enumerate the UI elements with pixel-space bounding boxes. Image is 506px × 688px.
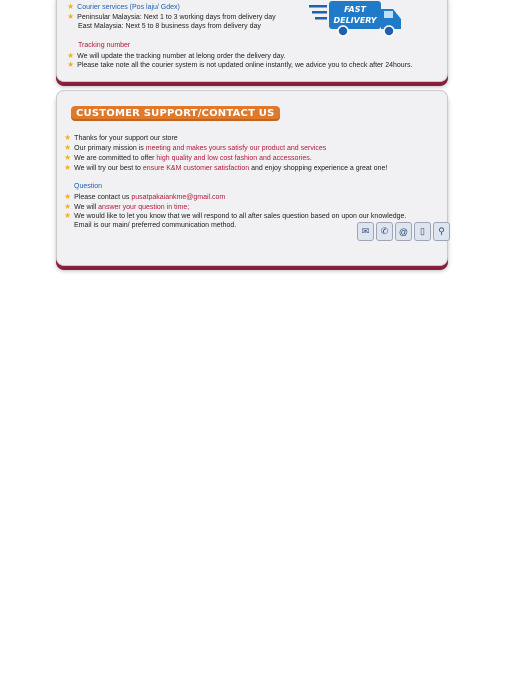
customer-support-card bbox=[56, 90, 448, 266]
at-sign-icon: @ bbox=[395, 222, 412, 241]
question-line-4: Email is our main/ preferred communication method. bbox=[74, 222, 237, 229]
fast-delivery-truck-icon bbox=[309, 0, 405, 39]
tracking-line-1: ★ We will update the tracking number at lelong order the delivery day. bbox=[67, 51, 286, 60]
star-icon: ★ bbox=[64, 192, 72, 201]
star-icon: ★ bbox=[64, 133, 72, 142]
star-icon: ★ bbox=[67, 12, 75, 21]
support-line-4: ★ We will try our best to ensure K&M customer satisfaction and enjoy shopping experience a great one! bbox=[64, 163, 388, 172]
question-line-1: ★ Please contact us pusatpakaiankme@gmail.com bbox=[64, 192, 226, 201]
star-icon: ★ bbox=[67, 60, 75, 69]
star-icon: ★ bbox=[64, 211, 72, 220]
star-icon: ★ bbox=[64, 202, 72, 211]
delivery-info-card bbox=[56, 0, 448, 82]
mail-icon: ✉ bbox=[357, 222, 374, 241]
tracking-line-2: ★ Please take note all the courier system is not updated online instantly, we advice you to check after 24hours. bbox=[67, 60, 413, 69]
support-line-3: ★ We are committed to offer high quality and low cost fashion and accessories. bbox=[64, 153, 312, 162]
star-icon: ★ bbox=[67, 2, 75, 11]
question-line-2: ★ We will answer your question in time; bbox=[64, 202, 190, 211]
courier-services-line: ★ Courier services (Pos laju/ Gdex) bbox=[67, 2, 180, 11]
star-icon: ★ bbox=[64, 143, 72, 152]
mobile-icon: ▯ bbox=[414, 222, 431, 241]
support-line-2: ★ Our primary mission is meeting and makes yours satisfy our product and services bbox=[64, 143, 327, 152]
badge-line-2: DELIVERY bbox=[333, 16, 377, 25]
peninsular-line: ★ Peninsular Malaysia: Next 1 to 3 working days from delivery day bbox=[67, 12, 276, 21]
east-malaysia-line: East Malaysia: Next 5 to 8 business days from delivery day bbox=[78, 23, 261, 30]
contact-icons bbox=[357, 222, 450, 241]
question-line-3: ★ We would like to let you know that we will respond to all after sales question based on upon our knowledge. bbox=[64, 211, 407, 220]
badge-line-1: FAST bbox=[344, 5, 366, 14]
phone-icon: ✆ bbox=[376, 222, 393, 241]
star-icon: ★ bbox=[67, 51, 75, 60]
star-icon: ★ bbox=[64, 153, 72, 162]
tracking-heading: Tracking number bbox=[78, 42, 131, 49]
star-icon: ★ bbox=[64, 163, 72, 172]
support-heading: CUSTOMER SUPPORT/CONTACT US bbox=[71, 106, 280, 121]
support-email-link[interactable]: pusatpakaiankme@gmail.com bbox=[131, 194, 226, 201]
question-heading: Question bbox=[74, 183, 103, 190]
support-line-1: ★ Thanks for your support our store bbox=[64, 133, 178, 142]
location-pin-icon: ⚲ bbox=[433, 222, 450, 241]
